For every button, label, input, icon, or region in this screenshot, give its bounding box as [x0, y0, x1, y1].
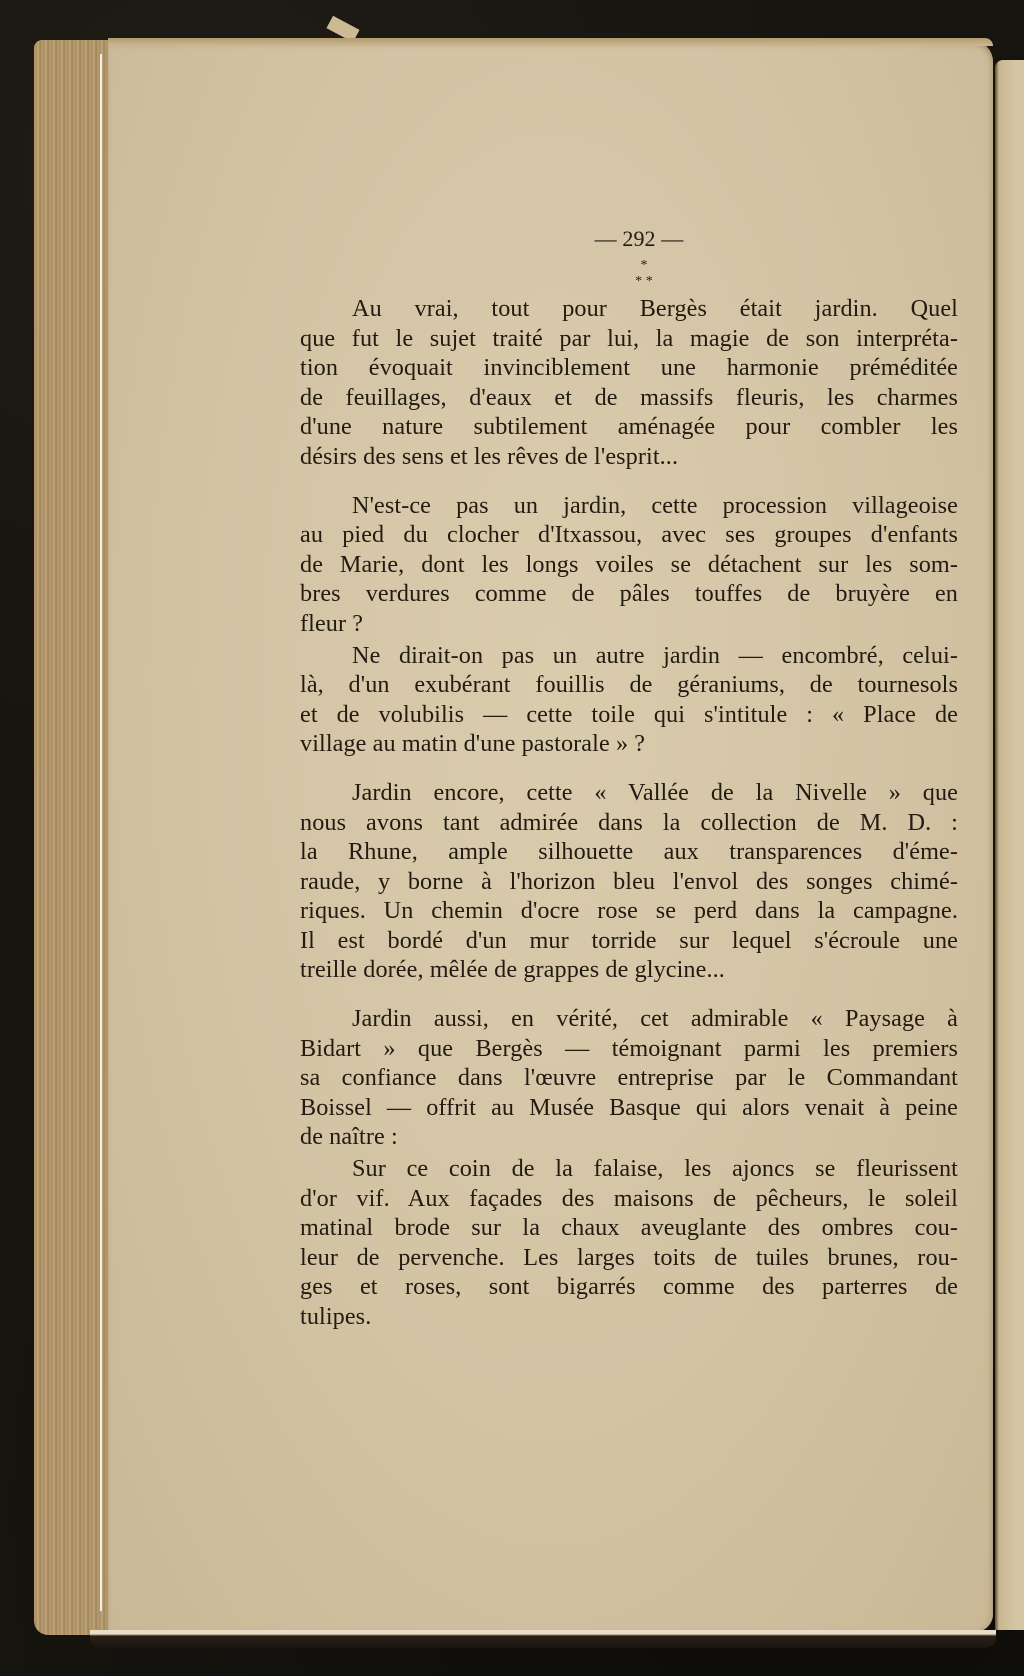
- text-line: ges et roses, sont bigarrés comme des parterres de: [300, 1273, 958, 1301]
- page-text: [300, 226, 958, 1332]
- paragraph-gap: [300, 472, 958, 491]
- text-line: la Rhune, ample silhouette aux transparences d'éme-: [300, 838, 958, 866]
- paragraph-p2: [300, 491, 958, 639]
- text-line: de feuillages, d'eaux et de massifs fleuris, les charmes: [300, 383, 958, 411]
- paragraph-p1: [300, 294, 958, 472]
- text-line: d'une nature subtilement aménagée pour combler les: [300, 413, 958, 441]
- text-line: nous avons tant admirée dans la collection de M. D. :: [300, 808, 958, 836]
- paragraph-gap: [300, 985, 958, 1004]
- text-line: village au matin d'une pastorale » ?: [300, 730, 646, 758]
- text-line: fleur ?: [300, 609, 364, 637]
- section-break-asterism: [300, 258, 958, 290]
- text-line: treille dorée, mêlée de grappes de glycine...: [300, 956, 725, 984]
- paragraph-p5: [300, 1004, 958, 1152]
- paragraph-p4: [300, 778, 958, 985]
- text-line: Sur ce coin de la falaise, les ajoncs se fleurissent: [352, 1155, 958, 1183]
- text-line: Il est bordé d'un mur torride sur lequel s'écroule une: [300, 926, 958, 954]
- text-line: Boissel — offrit au Musée Basque qui alors venait à peine: [300, 1093, 958, 1121]
- paragraphs: [300, 294, 958, 1332]
- text-line: riques. Un chemin d'ocre rose se perd dans la campagne.: [300, 897, 958, 925]
- text-line: d'or vif. Aux façades des maisons de pêcheurs, le soleil: [300, 1184, 958, 1212]
- text-line: au pied du clocher d'Itxassou, avec ses groupes d'enfants: [300, 521, 958, 549]
- paragraph-p3: [300, 641, 958, 759]
- text-line: et de volubilis — cette toile qui s'intitule : « Place de: [300, 700, 958, 728]
- text-line: Jardin aussi, en vérité, cet admirable « Paysage à: [352, 1005, 958, 1033]
- page-top-edge: [108, 38, 993, 46]
- text-line: que fut le sujet traité par lui, la magie de son interpréta-: [300, 324, 958, 352]
- text-line: leur de pervenche. Les larges toits de tuiles brunes, rou-: [300, 1243, 958, 1271]
- text-line: N'est-ce pas un jardin, cette procession villageoise: [352, 491, 958, 519]
- text-line: Bidart » que Bergès — témoignant parmi les premiers: [300, 1034, 958, 1062]
- text-line: matinal brode sur la chaux aveuglante des ombres cou-: [300, 1214, 958, 1242]
- text-line: raude, y borne à l'horizon bleu l'envol des songes chimé-: [300, 867, 958, 895]
- text-line: Ne dirait-on pas un autre jardin — encombré, celui-: [352, 641, 958, 669]
- text-line: bres verdures comme de pâles touffes de bruyère en: [300, 580, 958, 608]
- text-line: de Marie, dont les longs voiles se détachent sur les som-: [300, 550, 958, 578]
- text-line: désirs des sens et les rêves de l'esprit...: [300, 442, 679, 470]
- text-line: de naître :: [300, 1123, 398, 1151]
- text-line: tion évoquait invinciblement une harmonie préméditée: [300, 354, 958, 382]
- text-line: Au vrai, tout pour Bergès était jardin. Quel: [352, 295, 958, 322]
- text-line: là, d'un exubérant fouillis de géraniums, de tournesols: [300, 671, 958, 699]
- text-line: tulipes.: [300, 1303, 372, 1330]
- paragraph-gap: [300, 759, 958, 778]
- page-number: — 292 —: [594, 226, 684, 251]
- page-bottom-shadow: [90, 1630, 996, 1648]
- book-page-edges: [34, 40, 110, 1635]
- next-page-edge: [995, 60, 1024, 1630]
- text-line: Jardin encore, cette « Vallée de la Nivelle » que: [352, 778, 958, 806]
- text-line: sa confiance dans l'œuvre entreprise par le Commandant: [300, 1064, 958, 1092]
- paragraph-p6: [300, 1154, 958, 1332]
- asterism-bottom: * *: [635, 274, 653, 289]
- asterism-top: *: [640, 258, 648, 273]
